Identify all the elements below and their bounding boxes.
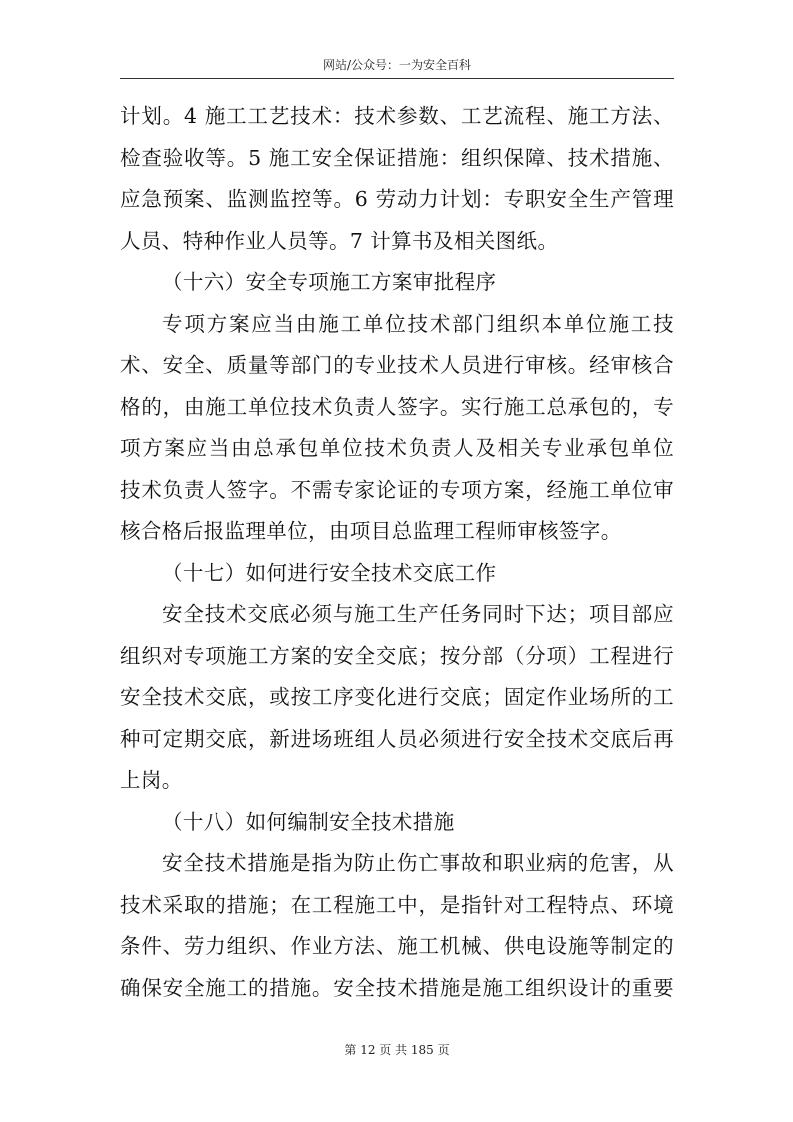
page-header: 网站/公众号：一为安全百科 — [322, 58, 472, 72]
body-line: 核合格后报监理单位，由项目总监理工程师审核签字。 — [120, 519, 622, 543]
body-line: 专项方案应当由施工单位技术部门组织本单位施工技 — [162, 311, 674, 336]
body-line: 应急预案、监测监控等。6 劳动力计划：专职安全生产管理 — [120, 187, 674, 211]
body-line: 格的，由施工单位技术负责人签字。实行施工总承包的，专 — [120, 394, 674, 419]
body-line: 条件、劳力组织、作业方法、施工机械、供电设施等制定的 — [120, 934, 674, 958]
page-footer: 第 12 页 共 185 页 — [344, 1043, 450, 1057]
body-line: 技术负责人签字。不需专家论证的专项方案，经施工单位审 — [120, 477, 674, 502]
body-line: 安全技术交底必须与施工生产任务同时下达；项目部应 — [162, 602, 674, 626]
body-line: 项方案应当由总承包单位技术负责人及相关专业承包单位 — [120, 436, 674, 460]
body-line: 确保安全施工的措施。安全技术措施是施工组织设计的重要 — [120, 975, 674, 1000]
body-line: 技术采取的措施；在工程施工中，是指针对工程特点、环境 — [120, 892, 674, 917]
body-line: 人员、特种作业人员等。7 计算书及相关图纸。 — [120, 228, 559, 253]
document-body — [120, 96, 674, 1009]
body-line: 安全技术交底，或按工序变化进行交底；固定作业场所的工 — [120, 685, 674, 709]
body-line: 种可定期交底，新进场班组人员必须进行安全技术交底后再 — [120, 726, 674, 751]
body-line: 组织对专项施工方案的安全交底；按分部（分项）工程进行 — [120, 643, 674, 668]
section-heading: （十八）如何编制安全技术措施 — [162, 809, 455, 834]
header-divider — [120, 78, 674, 79]
section-heading: （十六）安全专项施工方案审批程序 — [162, 270, 497, 294]
body-line: 检查验收等。5 施工安全保证措施：组织保障、技术措施、 — [120, 145, 674, 170]
body-line: 安全技术措施是指为防止伤亡事故和职业病的危害，从 — [162, 851, 674, 875]
body-line: 术、安全、质量等部门的专业技术人员进行审核。经审核合 — [120, 353, 674, 377]
section-heading: （十七）如何进行安全技术交底工作 — [162, 560, 497, 585]
body-line: 上岗。 — [120, 768, 183, 792]
body-line: 计划。4 施工工艺技术：技术参数、工艺流程、施工方法、 — [120, 104, 674, 128]
